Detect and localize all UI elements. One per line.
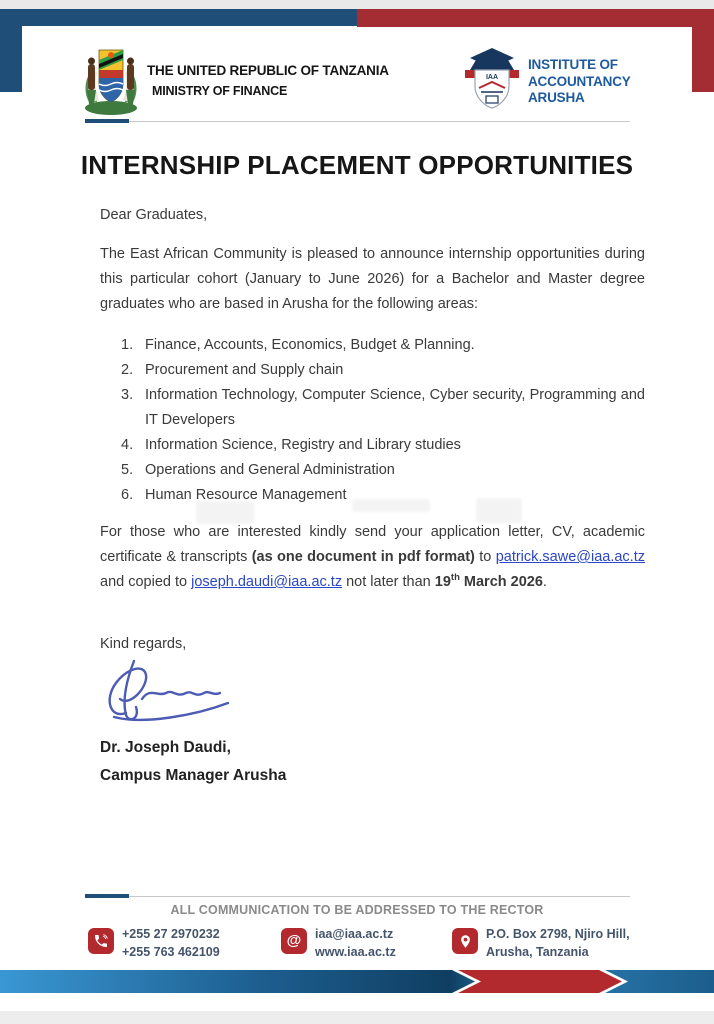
- phone-line2: +255 763 462109: [122, 944, 220, 959]
- salutation: Dear Graduates,: [100, 207, 208, 223]
- intro-paragraph: The East African Community is pleased to announce internship opportunities during this particular cohort (January to June 2026) for a Bachelor and Master degree graduates who are based in Arusha for the following areas:: [100, 246, 645, 312]
- list-item: [100, 458, 645, 483]
- svg-text:IAA: IAA: [485, 74, 499, 81]
- phone-line1: +255 27 2970232: [122, 927, 220, 941]
- list-item-text: Finance, Accounts, Economics, Budget & Planning.: [145, 337, 475, 353]
- list-number: 3.: [121, 387, 134, 403]
- date-ordinal: th: [450, 572, 460, 584]
- footer-ribbon-chevron: [458, 970, 622, 993]
- closing-text: For those who are interested kindly send your application letter, CV, academic certificate & transcripts: [100, 524, 645, 565]
- at-sign-glyph: @: [286, 931, 302, 949]
- signature: [96, 653, 256, 729]
- top-band-blue: [0, 9, 357, 26]
- signature-block: [100, 734, 645, 790]
- list-item-text: Human Resource Management: [145, 487, 347, 503]
- list-number: 4.: [121, 437, 134, 453]
- postal-address: [486, 926, 630, 961]
- list-item: [100, 333, 645, 358]
- regards: Kind regards,: [100, 636, 187, 652]
- header-divider-accent: [85, 119, 129, 123]
- closing-text: not later than: [342, 574, 435, 590]
- address-line2: Arusha, Tanzania: [486, 944, 589, 959]
- phone-numbers: [122, 926, 220, 961]
- bottom-gray-strip: [0, 1011, 714, 1024]
- signer-title: Campus Manager Arusha: [100, 767, 287, 784]
- top-band-red: [357, 9, 714, 27]
- right-edge-red: [692, 9, 714, 92]
- ministry-line: MINISTRY OF FINANCE: [152, 84, 288, 98]
- email-icon: [281, 928, 307, 954]
- iaa-name-line1: INSTITUTE OF: [528, 57, 618, 72]
- closing-text: to: [474, 549, 496, 565]
- iaa-name: [528, 57, 631, 107]
- email-link-joseph[interactable]: joseph.daudi@iaa.ac.tz: [191, 574, 343, 590]
- iaa-name-line3: ARUSHA: [528, 90, 585, 105]
- address-line1: P.O. Box 2798, Njiro Hill,: [486, 927, 630, 941]
- signer-name: Dr. Joseph Daudi,: [100, 739, 231, 756]
- header-divider: [85, 121, 630, 122]
- left-edge-blue: [0, 9, 22, 92]
- tanzania-coat-of-arms-icon: [79, 42, 143, 116]
- list-item: [100, 358, 645, 383]
- location-pin-icon: [452, 928, 478, 954]
- list-number: 1.: [121, 337, 134, 353]
- iaa-logo-icon: [461, 46, 523, 112]
- list-item-text: Information Technology, Computer Science, Cyber security, Programming and IT Developers: [145, 387, 645, 428]
- republic-line: THE UNITED REPUBLIC OF TANZANIA: [147, 63, 389, 78]
- footer-divider: [85, 896, 630, 897]
- list-item-text: Information Science, Registry and Library studies: [145, 437, 461, 453]
- email-link-patrick[interactable]: patrick.sawe@iaa.ac.tz: [495, 549, 645, 565]
- ministry-header: [147, 61, 389, 101]
- list-item-text: Operations and General Administration: [145, 462, 395, 478]
- list-number: 5.: [121, 462, 134, 478]
- closing-paragraph: [100, 520, 645, 595]
- list-item: [100, 433, 645, 458]
- closing-text: .: [542, 574, 547, 590]
- top-gray-strip: [0, 0, 714, 9]
- closing-text: and copied to: [100, 574, 192, 590]
- list-number: 2.: [121, 362, 134, 378]
- list-item-text: Procurement and Supply chain: [145, 362, 344, 378]
- areas-list: [100, 333, 645, 508]
- website-url[interactable]: www.iaa.ac.tz: [315, 944, 396, 959]
- footer-divider-accent: [85, 894, 129, 898]
- list-item: [100, 383, 645, 433]
- page-title: INTERNSHIP PLACEMENT OPPORTUNITIES: [80, 150, 634, 180]
- deadline-date: 19th March 2026: [434, 572, 543, 590]
- email-web: [315, 926, 396, 961]
- footer-notice: ALL COMMUNICATION TO BE ADDRESSED TO THE RECTOR: [170, 903, 544, 917]
- phone-icon: [88, 928, 114, 954]
- list-number: 6.: [121, 487, 134, 503]
- iaa-name-line2: ACCOUNTANCY: [528, 73, 631, 89]
- email-address[interactable]: iaa@iaa.ac.tz: [315, 927, 394, 941]
- pdf-format-bold: (as one document in pdf format): [251, 549, 475, 565]
- scan-watermark: [352, 499, 430, 512]
